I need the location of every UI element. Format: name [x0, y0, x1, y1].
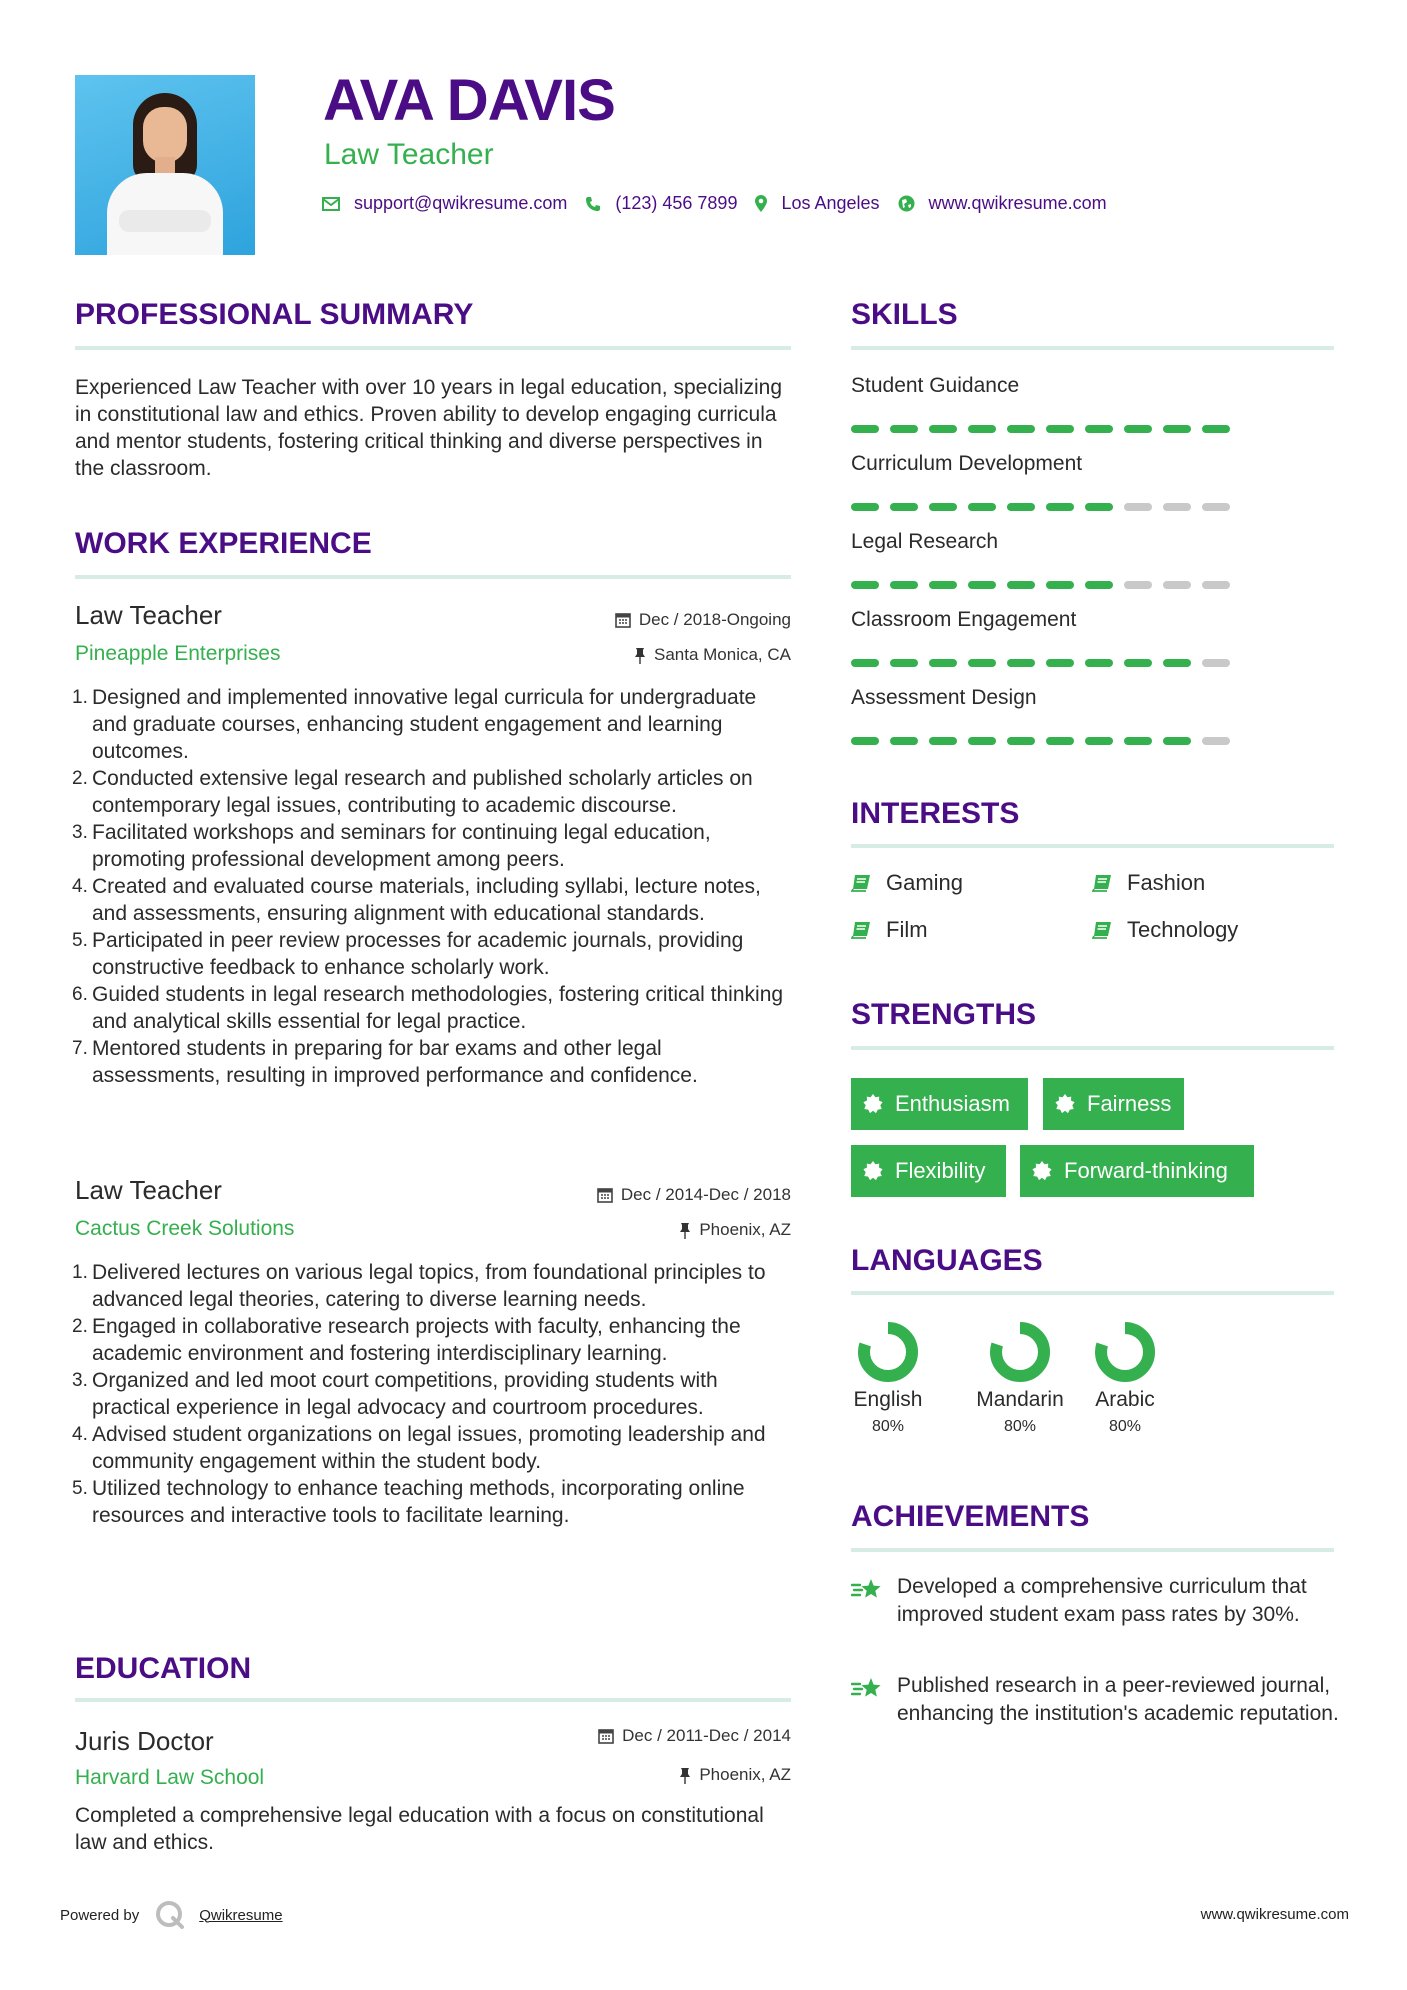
skill-rating-bar	[851, 659, 1241, 667]
skill-segment	[1046, 659, 1074, 667]
strength-tag: Forward-thinking	[1020, 1145, 1254, 1197]
list-item: Conducted extensive legal research and published scholarly articles on contemporary legal issues, contributing to academic discourse.	[92, 767, 753, 817]
skill-segment	[851, 581, 879, 589]
skill-segment	[1163, 659, 1191, 667]
skill-segment	[929, 737, 957, 745]
calendar-icon	[597, 1187, 613, 1203]
list-item: Engaged in collaborative research projects with faculty, enhancing the academic environment and fostering interdisciplinary learning.	[92, 1315, 741, 1365]
skill-segment	[1163, 503, 1191, 511]
skill-segment	[968, 659, 996, 667]
skill-rating-bar	[851, 503, 1241, 511]
section-divider	[851, 1291, 1334, 1295]
skill-segment	[890, 581, 918, 589]
skill-rating-bar	[851, 425, 1241, 433]
section-divider	[75, 575, 791, 579]
skill-segment	[1046, 737, 1074, 745]
job-2-company: Cactus Creek Solutions	[75, 1217, 295, 1240]
skill-segment	[929, 503, 957, 511]
skill-segment	[1124, 503, 1152, 511]
skill-rating-bar	[851, 737, 1241, 745]
skill-segment	[1007, 659, 1035, 667]
skill-segment	[851, 737, 879, 745]
skill-segment	[1085, 659, 1113, 667]
skill-segment	[1007, 737, 1035, 745]
profile-photo	[75, 75, 255, 255]
list-item: Created and evaluated course materials, including syllabi, lecture notes, and assessments, ensuring alignment with educational standards.	[92, 875, 761, 925]
language-progress-ring	[988, 1320, 1052, 1384]
skill-label: Classroom Engagement	[851, 608, 1077, 631]
skill-segment	[968, 425, 996, 433]
job-2-location: Phoenix, AZ	[679, 1220, 791, 1240]
contact-website[interactable]: www.qwikresume.com	[898, 193, 1107, 214]
education-location: Phoenix, AZ	[679, 1765, 791, 1785]
interests-heading: INTERESTS	[851, 797, 1020, 830]
skill-segment	[929, 659, 957, 667]
skill-segment	[1085, 737, 1113, 745]
skill-segment	[1202, 581, 1230, 589]
skill-segment	[851, 503, 879, 511]
job-1-date: Dec / 2018-Ongoing	[615, 610, 791, 630]
language-item	[833, 1320, 943, 1436]
section-divider	[851, 346, 1334, 350]
badge-icon	[863, 1161, 883, 1181]
job-1-company: Pineapple Enterprises	[75, 642, 281, 665]
candidate-role: Law Teacher	[324, 138, 494, 171]
language-name: Mandarin	[976, 1388, 1064, 1411]
languages-heading: LANGUAGES	[851, 1244, 1043, 1277]
skill-segment	[851, 659, 879, 667]
section-divider	[851, 844, 1334, 848]
language-level: 80%	[871, 1418, 905, 1435]
language-name: Arabic	[1095, 1388, 1155, 1411]
strength-tag: Flexibility	[851, 1145, 1006, 1197]
qwikresume-link[interactable]: Qwikresume	[199, 1906, 283, 1924]
skill-segment	[968, 737, 996, 745]
language-item	[965, 1320, 1075, 1436]
list-item: Mentored students in preparing for bar exams and other legal assessments, resulting in improved performance and confidence.	[92, 1037, 698, 1087]
map-pin-icon	[755, 195, 767, 212]
qwikresume-logo-icon	[155, 1900, 185, 1930]
language-progress-ring	[1093, 1320, 1157, 1384]
skill-segment	[1163, 737, 1191, 745]
strengths-heading: STRENGTHS	[851, 998, 1037, 1031]
skill-segment	[1124, 659, 1152, 667]
skill-segment	[968, 503, 996, 511]
skills-heading: SKILLS	[851, 298, 958, 331]
footer-website[interactable]: www.qwikresume.com	[1200, 1906, 1349, 1923]
skill-segment	[1007, 503, 1035, 511]
skill-segment	[890, 503, 918, 511]
skill-segment	[1202, 425, 1230, 433]
job-2-date: Dec / 2014-Dec / 2018	[597, 1185, 791, 1205]
job-1-location: Santa Monica, CA	[634, 645, 791, 665]
strength-tag: Fairness	[1043, 1078, 1184, 1130]
skill-segment	[1007, 581, 1035, 589]
section-divider	[851, 1046, 1334, 1050]
list-item: Designed and implemented innovative legal curricula for undergraduate and graduate courses, enhancing student engagement and learning outcomes.	[92, 686, 757, 763]
skill-segment	[1163, 581, 1191, 589]
interest-item: Fashion	[1092, 870, 1205, 896]
list-item: Delivered lectures on various legal topics, from foundational principles to advanced legal theories, catering to diverse learning needs.	[92, 1261, 766, 1311]
skill-segment	[1124, 581, 1152, 589]
education-degree: Juris Doctor	[75, 1726, 214, 1756]
section-divider	[75, 1698, 791, 1702]
summary-text: Experienced Law Teacher with over 10 years in legal education, specializing in constitutional law and ethics. Proven ability to develop engaging curricula and mentor students, fostering critical thinking and diverse perspectives in the classroom.	[75, 376, 783, 480]
contact-bar	[322, 193, 1125, 214]
skill-label: Assessment Design	[851, 686, 1037, 709]
footer-branding	[60, 1900, 283, 1930]
skill-segment	[890, 425, 918, 433]
interest-item: Film	[851, 917, 928, 943]
skill-segment	[1163, 425, 1191, 433]
skill-segment	[929, 425, 957, 433]
skill-segment	[890, 659, 918, 667]
language-item	[1070, 1320, 1180, 1436]
calendar-icon	[615, 612, 631, 628]
education-date: Dec / 2011-Dec / 2014	[598, 1726, 791, 1746]
powered-by-label: Powered by	[60, 1906, 140, 1924]
contact-location: Los Angeles	[755, 193, 879, 214]
contact-phone[interactable]: (123) 456 7899	[585, 193, 737, 214]
badge-icon	[1055, 1094, 1075, 1114]
language-progress-ring	[856, 1320, 920, 1384]
section-divider	[75, 346, 791, 350]
candidate-name: AVA DAVIS	[323, 68, 615, 133]
skill-label: Student Guidance	[851, 374, 1020, 397]
education-description: Completed a comprehensive legal education with a focus on constitutional law and ethics.	[75, 1804, 764, 1854]
skill-label: Legal Research	[851, 530, 999, 553]
skill-label: Curriculum Development	[851, 452, 1083, 475]
job-1-title: Law Teacher	[75, 600, 222, 630]
skill-segment	[1085, 503, 1113, 511]
job-2-duties	[75, 1259, 795, 1529]
skill-segment	[1046, 581, 1074, 589]
achievement-item: Developed a comprehensive curriculum that improved student exam pass rates by 30%.	[851, 1573, 1341, 1629]
skill-segment	[1007, 425, 1035, 433]
job-1-duties	[75, 684, 795, 1089]
book-icon	[1092, 874, 1112, 892]
list-item: Facilitated workshops and seminars for continuing legal education, promoting professional development among peers.	[92, 821, 711, 871]
globe-icon	[898, 195, 915, 212]
list-item: Organized and led moot court competitions, providing students with practical experience in legal advocacy and courtroom procedures.	[92, 1369, 718, 1419]
job-2-title: Law Teacher	[75, 1175, 222, 1205]
section-divider	[851, 1548, 1334, 1552]
list-item: Guided students in legal research methodologies, fostering critical thinking and analytical skills essential for legal practice.	[92, 983, 784, 1033]
language-level: 80%	[1003, 1418, 1037, 1435]
skill-segment	[1202, 503, 1230, 511]
skill-segment	[1046, 425, 1074, 433]
shooting-star-icon	[851, 1676, 885, 1702]
calendar-icon	[598, 1728, 614, 1744]
book-icon	[1092, 921, 1112, 939]
education-school: Harvard Law School	[75, 1766, 265, 1789]
skill-segment	[1124, 425, 1152, 433]
summary-heading: PROFESSIONAL SUMMARY	[75, 298, 474, 331]
contact-email[interactable]: support@qwikresume.com	[322, 193, 567, 214]
list-item: Utilized technology to enhance teaching methods, incorporating online resources and interactive tools to facilitate learning.	[92, 1477, 745, 1527]
skill-rating-bar	[851, 581, 1241, 589]
list-item: Advised student organizations on legal issues, promoting leadership and community engagement within the student body.	[92, 1423, 766, 1473]
badge-icon	[863, 1094, 883, 1114]
pushpin-icon	[634, 647, 646, 664]
badge-icon	[1032, 1161, 1052, 1181]
skill-segment	[968, 581, 996, 589]
skill-segment	[1202, 659, 1230, 667]
achievement-item: Published research in a peer-reviewed journal, enhancing the institution's academic reputation.	[851, 1672, 1341, 1728]
phone-icon	[585, 196, 601, 212]
skill-segment	[851, 425, 879, 433]
list-item: Participated in peer review processes for academic journals, providing constructive feedback to enhance scholarly work.	[92, 929, 744, 979]
book-icon	[851, 874, 871, 892]
skill-segment	[1202, 737, 1230, 745]
skill-segment	[1085, 425, 1113, 433]
strength-tag: Enthusiasm	[851, 1078, 1028, 1130]
interest-item: Gaming	[851, 870, 963, 896]
skill-segment	[890, 737, 918, 745]
experience-heading: WORK EXPERIENCE	[75, 527, 372, 560]
skill-segment	[1085, 581, 1113, 589]
language-name: English	[853, 1388, 923, 1411]
interest-item: Technology	[1092, 917, 1238, 943]
skill-segment	[1046, 503, 1074, 511]
envelope-icon	[322, 197, 340, 211]
pushpin-icon	[679, 1767, 691, 1784]
education-heading: EDUCATION	[75, 1652, 252, 1685]
book-icon	[851, 921, 871, 939]
shooting-star-icon	[851, 1577, 885, 1603]
achievements-heading: ACHIEVEMENTS	[851, 1500, 1090, 1533]
language-level: 80%	[1108, 1418, 1142, 1435]
skill-segment	[929, 581, 957, 589]
pushpin-icon	[679, 1222, 691, 1239]
skill-segment	[1124, 737, 1152, 745]
